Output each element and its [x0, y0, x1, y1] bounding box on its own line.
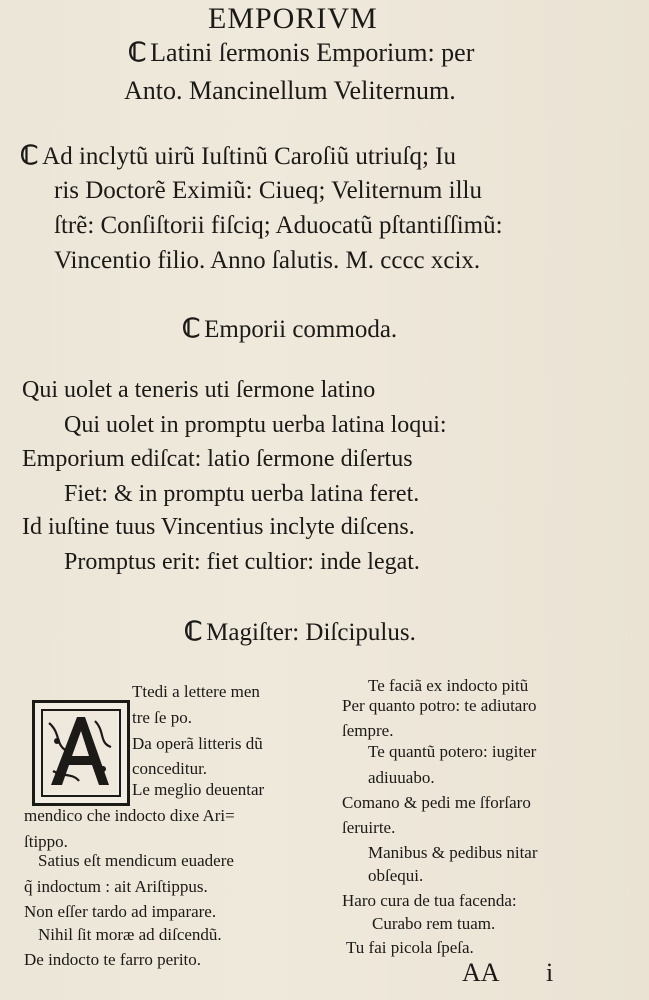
- right-col-line-6: Comano & pedi me ſforſaro: [342, 793, 531, 812]
- title-line-2: Anto. Mancinellum Veliternum.: [124, 76, 456, 105]
- left-col-line-6: mendico che indocto dixe Ari=: [24, 806, 235, 825]
- left-col-line-11: Nihil ſit moræ ad diſcendũ.: [38, 925, 222, 944]
- section-heading-commoda: ℂ Emporii commoda.: [182, 314, 398, 343]
- right-col-line-7: ſeruirte.: [342, 818, 396, 837]
- right-col-line-11: Curabo rem tuam.: [372, 914, 496, 933]
- paragraph-mark: ℂ: [20, 141, 39, 170]
- left-col-line-7: ſtippo.: [24, 832, 68, 851]
- left-col-line-4: conceditur.: [132, 759, 208, 778]
- verse-line-5: Id iuſtine tuus Vincentius inclyte diſcens.: [22, 514, 415, 540]
- show-through-text: [411, 40, 631, 660]
- right-col-line-12: Tu fai picola ſpeſa.: [346, 938, 474, 957]
- left-col-line-2: tre ſe po.: [132, 708, 192, 727]
- right-col-line-4: Te quantũ potero: iugiter: [368, 742, 537, 761]
- left-col-line-3: Da operã litteris dũ: [132, 734, 263, 753]
- title-line-1: ℂ Latini ſermonis Emporium: per: [128, 38, 475, 67]
- section-heading-magister: ℂ Magiſter: Diſcipulus.: [184, 617, 416, 646]
- left-col-line-8: Satius eſt mendicum euadere: [38, 851, 234, 870]
- paragraph-mark: ℂ: [182, 314, 201, 343]
- woodcut-initial-A: [32, 700, 130, 806]
- left-col-line-10: Non eſſer tardo ad imparare.: [24, 902, 217, 921]
- right-col-line-3: ſempre.: [342, 721, 394, 740]
- left-col-line-12: De indocto te farro perito.: [24, 950, 202, 969]
- woodcut-initial-A-icon: [43, 711, 117, 793]
- right-col-line-1: Te faciã ex indocto pitũ: [368, 676, 529, 695]
- right-col-line-10: Haro cura de tua facenda:: [342, 891, 517, 910]
- dedication-line-3: ſtrẽ: Conſiſtorii fiſciq; Aduocatũ pſtantiſſimũ:: [54, 212, 503, 239]
- folio-number: i: [546, 958, 554, 987]
- signature-mark: AA: [462, 958, 500, 987]
- right-col-line-8: Manibus & pedibus nitar: [368, 843, 538, 862]
- verse-line-3: Emporium ediſcat: latio ſermone diſertus: [22, 446, 413, 472]
- verse-line-2: Qui uolet in promptu uerba latina loqui:: [64, 412, 447, 438]
- left-col-line-9: q̃ indoctum : ait Ariſtippus.: [24, 877, 208, 896]
- running-head: EMPORIVM: [208, 2, 378, 35]
- left-col-line-1: Ttedi a lettere men: [132, 682, 260, 701]
- verse-line-1: Qui uolet a teneris uti ſermone latino: [22, 377, 376, 403]
- dedication-line-4: Vincentio filio. Anno ſalutis. M. cccc xcix.: [54, 247, 481, 274]
- left-col-line-5: Le meglio deuentar: [132, 780, 265, 799]
- right-col-line-2: Per quanto potro: te adiutaro: [342, 696, 537, 715]
- paragraph-mark: ℂ: [184, 617, 203, 646]
- paragraph-mark: ℂ: [128, 38, 147, 67]
- verse-line-6: Promptus erit: fiet cultior: inde legat.: [64, 549, 420, 575]
- right-col-line-9: obſequi.: [368, 866, 424, 885]
- dedication-line-2: ris Doctorẽ Eximiũ: Ciueq; Veliternum illu: [54, 177, 482, 204]
- verse-line-4: Fiet: & in promptu uerba latina feret.: [64, 481, 420, 507]
- right-col-line-5: adiuuabo.: [368, 768, 435, 787]
- dedication-line-1: ℂ Ad inclytũ uirũ Iuſtinũ Caroſiũ utriuſq; Iu: [20, 141, 456, 170]
